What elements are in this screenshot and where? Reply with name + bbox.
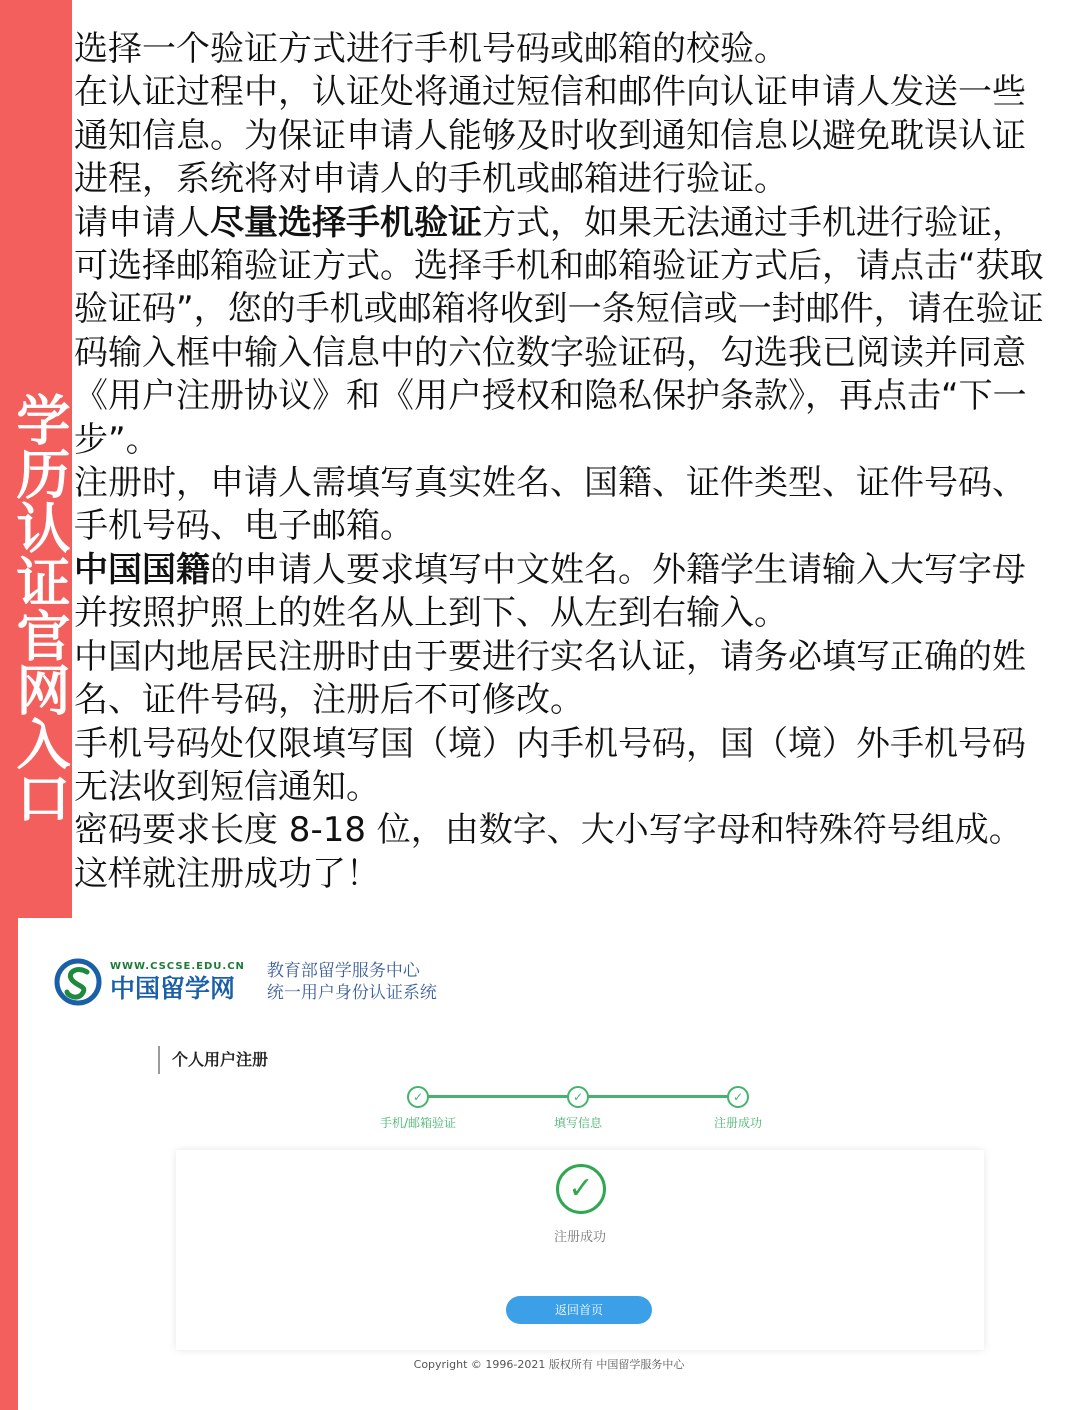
success-check-icon: ✓ (556, 1164, 606, 1214)
step-label: 填写信息 (553, 1116, 602, 1130)
step-fill-info (528, 1086, 628, 1131)
result-card (176, 1150, 984, 1350)
logo-text (110, 960, 245, 1004)
progress-steps (378, 1086, 778, 1146)
check-icon: ✓ (727, 1086, 749, 1108)
step-label: 注册成功 (713, 1116, 762, 1130)
return-home-button[interactable]: 返回首页 (506, 1296, 652, 1324)
p5-post: 的申请人要求填写中文姓名。外籍学生请输入大写字母并按照护照上的姓名从上到下、从左到右输入。 (74, 549, 1026, 634)
paragraph-password-rules: 密码要求长度 8-18 位，由数字、大小写字母和特殊符号组成。 (74, 810, 1023, 851)
paragraph-success: 这样就注册成功了！ (74, 853, 380, 894)
p3-post: 方式，如果无法通过手机进行验证，可选择邮箱验证方式。选择手机和邮箱验证方式后，请点击“获取验证码”，您的手机或邮箱将收到一条短信或一封邮件，请在验证码输入框中输入信息中的六位数字验证码，勾选我已阅读并同意《用户注册协议》和《用户授权和隐私保护条款》，再点击“下一步”。 (74, 202, 1044, 460)
cscse-logo-icon (54, 958, 102, 1006)
copyright: Copyright © 1996-2021 版权所有 中国留学服务中心 (413, 1358, 685, 1371)
step-verify (368, 1086, 468, 1131)
p3-bold: 尽量选择手机验证 (210, 202, 482, 243)
org-line1: 教育部留学服务中心 (266, 961, 420, 981)
side-title: 学历认证官网入口 (8, 392, 71, 824)
paragraph-verify-steps (74, 202, 1054, 462)
check-icon: ✓ (567, 1086, 589, 1108)
check-icon: ✓ (407, 1086, 429, 1108)
article-text (74, 28, 1054, 896)
org-line2: 统一用户身份认证系统 (266, 983, 437, 1003)
step-label: 手机/邮箱验证 (379, 1116, 457, 1130)
site-header (54, 954, 437, 1010)
logo-url: WWW.CSCSE.EDU.CN (110, 961, 245, 972)
paragraph-name-rules (74, 549, 1054, 636)
paragraph-phone-rules: 手机号码处仅限填写国（境）内手机号码，国（境）外手机号码无法收到短信通知。 (74, 723, 1026, 807)
paragraph-verify-reason: 在认证过程中，认证处将通过短信和邮件向认证申请人发送一些通知信息。为保证申请人能够及时收到通知信息以避免耽误认证进程，系统将对申请人的手机或邮箱进行验证。 (74, 72, 1026, 200)
side-strip (0, 918, 18, 1410)
step-success (688, 1086, 788, 1131)
p3-pre: 请申请人 (74, 202, 210, 243)
p5-bold: 中国国籍 (74, 549, 210, 590)
section-title: 个人用户注册 (158, 1046, 268, 1074)
logo-name: 中国留学网 (110, 974, 236, 1003)
side-banner (0, 0, 72, 918)
paragraph-verify-method: 选择一个验证方式进行手机号码或邮箱的校验。 (74, 29, 788, 69)
success-text: 注册成功 (553, 1230, 606, 1245)
embedded-screenshot (18, 918, 1080, 1410)
paragraph-real-name: 中国内地居民注册时由于要进行实名认证，请务必填写正确的姓名、证件号码，注册后不可修改。 (74, 636, 1026, 721)
paragraph-register-fields: 注册时，申请人需填写真实姓名、国籍、证件类型、证件号码、手机号码、电子邮箱。 (74, 463, 1026, 547)
org-text (267, 960, 437, 1004)
